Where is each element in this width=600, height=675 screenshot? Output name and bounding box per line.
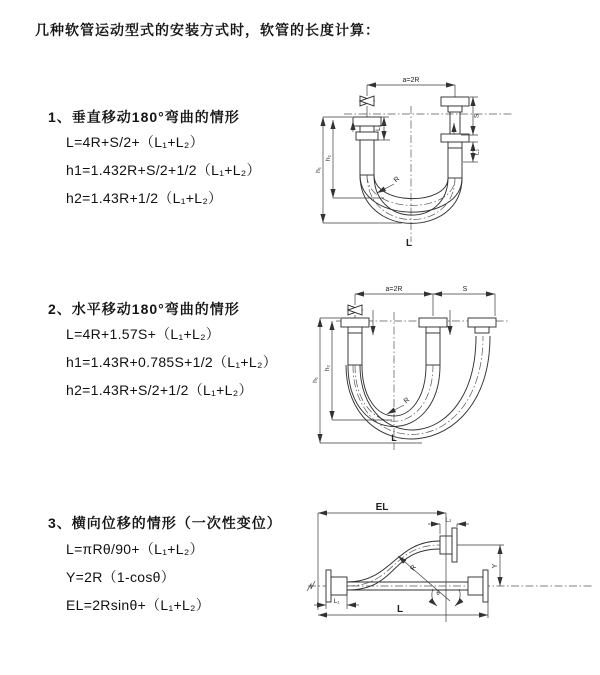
section-2-formula-h1: h1=1.43R+0.785S+1/2（L₁+L₂） — [66, 354, 277, 370]
dim-label-l: L — [396, 604, 404, 615]
dim-label-s: S — [462, 286, 468, 293]
dim-label-s: S — [473, 113, 481, 119]
braided-hose-section — [448, 148, 462, 178]
radius-label: R — [392, 175, 402, 185]
middle-fitting — [419, 318, 447, 365]
diagram-vertical-180-bend — [310, 70, 590, 260]
dim-label-h2: h₂ — [324, 364, 331, 372]
section-1-heading: 1、垂直移动180°弯曲的情形 — [48, 109, 240, 125]
s-curve-hose — [347, 541, 440, 590]
section-2-formula-l: L=4R+1.57S+（L₁+L₂） — [66, 326, 221, 342]
angle-label-theta: θ — [436, 591, 440, 597]
length-label: L — [405, 238, 413, 249]
section-3-formula-l: L=πRθ/90+（L₁+L₂） — [66, 541, 204, 557]
section-3-formula-el: EL=2Rsinθ+（L₁+L₂） — [66, 597, 211, 613]
dim-label-el: EL — [375, 502, 389, 513]
dim-label-h1: h₁ — [315, 167, 322, 173]
section-2-formula-h2: h2=1.43R+S/2+1/2（L₁+L₂） — [66, 382, 253, 398]
dim-label-h2: h₂ — [325, 154, 332, 162]
braided-hose-section — [360, 140, 374, 175]
dim-label-y: Y — [492, 563, 499, 569]
left-fitting — [341, 318, 369, 365]
section-3-heading: 3、横向位移的情形（一次性变位） — [48, 515, 282, 531]
dim-label-a2r: a=2R — [385, 286, 403, 293]
page-title: 几种软管运动型式的安装方式时，软管的长度计算： — [35, 22, 380, 38]
length-label: L — [391, 433, 397, 443]
dim-label-l2: L₂ — [445, 516, 452, 524]
section-1-formula-h1: h1=1.432R+S/2+1/2（L₁+L₂） — [66, 162, 261, 178]
radius-label: R — [409, 564, 419, 573]
radius-label: R — [402, 396, 412, 406]
section-3-formula-y: Y=2R（1-cosθ） — [66, 569, 176, 585]
dim-label-l1: L₁ — [333, 598, 340, 605]
section-1-formula-h2: h2=1.43R+1/2（L₁+L₂） — [66, 190, 223, 206]
u-bend-hose-shifted — [346, 336, 490, 439]
displaced-flange — [440, 528, 457, 562]
dim-label-h1: h₁ — [312, 377, 319, 383]
right-fitting — [441, 97, 469, 178]
diagram-lateral-displacement — [300, 500, 600, 655]
dim-label-l1: L₁ — [375, 125, 382, 131]
section-2-heading: 2、水平移动180°弯曲的情形 — [48, 301, 240, 317]
braided-hose-section — [426, 333, 440, 365]
valve-icon — [348, 305, 362, 318]
dim-label-l2: L₂ — [473, 148, 481, 156]
braided-hose-section — [348, 333, 362, 365]
dim-label-a2r: a=2R — [402, 77, 420, 84]
section-1-formula-l: L=4R+S/2+（L₁+L₂） — [66, 134, 204, 150]
diagram-horizontal-180-bend — [310, 280, 590, 465]
right-fitting — [468, 318, 496, 333]
